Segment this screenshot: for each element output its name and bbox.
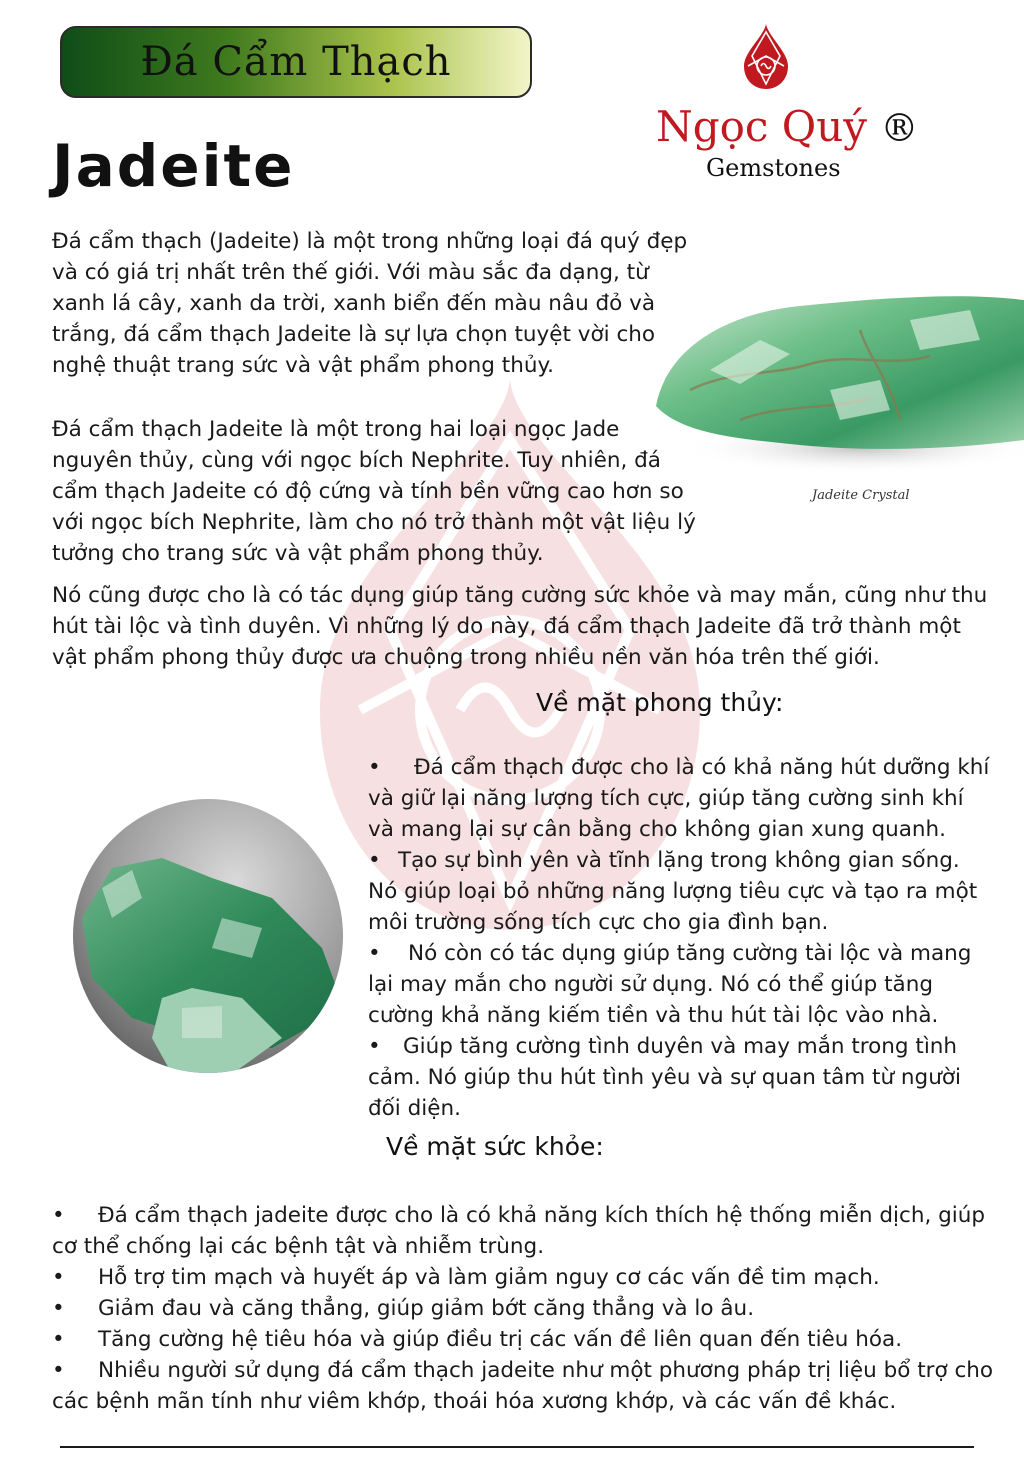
logo-name: Ngọc Quý [656,102,868,151]
list-item-text: Hỗ trợ tim mạch và huyết áp và làm giảm nguy cơ các vấn đề tim mạch. [98,1265,880,1290]
list-item-text: Giảm đau và căng thẳng, giúp giảm bớt căng thẳng và lo âu. [98,1296,755,1321]
list-item-text: Nhiều người sử dụng đá cẩm thạch jadeite như một phương pháp trị liệu bổ trợ cho các bệnh mãn tính như viêm khớp, thoái hóa xương khớp, và các vấn đề khác. [52,1358,994,1414]
list-item [368,1031,993,1124]
list-item-text: Đá cẩm thạch jadeite được cho là có khả năng kích thích hệ thống miễn dịch, giúp cơ thể chống lại các bệnh tật và nhiễm trùng. [52,1203,986,1259]
title-vietnamese: Đá Cẩm Thạch [140,39,452,85]
list-item-text: Đá cẩm thạch được cho là có khả năng hút dưỡng khí và giữ lại năng lượng tích cực, giúp tăng cường sinh khí và mang lại sự cân bằng cho không gian xung quanh. [368,755,990,842]
feng-shui-list [368,752,993,1124]
jadeite-crystal-image [650,280,1024,490]
health-heading: Về mặt sức khỏe: [386,1132,604,1161]
list-item-text: Giúp tăng cường tình duyên và may mắn trong tình cảm. Nó giúp thu hút tình yêu và sự quan tâm từ người đối diện. [368,1034,961,1121]
list-item [52,1324,997,1355]
health-list [52,1200,997,1417]
list-item [368,938,993,1031]
bullet: • [52,1296,65,1321]
bullet: • [368,755,381,780]
logo-subtitle: Gemstones [706,154,841,182]
list-item-text: Nó còn có tác dụng giúp tăng cường tài lộc và mang lại may mắn cho người sử dụng. Nó có thể giúp tăng cường khả năng kiếm tiền và thu hút tài lộc vào nhà. [368,941,972,1028]
list-item-text: Tăng cường hệ tiêu hóa và giúp điều trị các vấn đề liên quan đến tiêu hóa. [98,1327,903,1352]
intro-paragraph-3: Nó cũng được cho là có tác dụng giúp tăng cường sức khỏe và may mắn, cũng như thu hút tài lộc và tình duyên. Vì những lý do này, đá cẩm thạch Jadeite đã trở thành một vật phẩm phong thủy được ưa chuộng trong nhiều nền văn hóa trên thế giới. [52,583,988,670]
feng-shui-heading: Về mặt phong thủy: [536,688,784,717]
jadeite-round-image [72,798,344,1074]
list-item [52,1293,997,1324]
logo-name-line [656,102,918,151]
registered-mark: ® [880,106,919,150]
bullet: • [368,941,381,966]
crystal-caption: Jadeite Crystal [812,488,910,503]
bullet: • [368,1034,381,1059]
bullet: • [368,848,381,873]
footer-divider [60,1446,974,1448]
list-item [368,845,993,938]
list-item [52,1355,997,1417]
intro-paragraph-1: Đá cẩm thạch (Jadeite) là một trong những loại đá quý đẹp và có giá trị nhất trên thế giới. Với màu sắc đa dạng, từ xanh lá cây, xanh da trời, xanh biển đến màu nâu đỏ và trắng, đá cẩm thạch Jadeite là sự lựa chọn tuyệt vời cho nghệ thuật trang sức và vật phẩm phong thủy. [52,229,688,378]
list-item [52,1200,997,1262]
list-item [368,752,993,845]
bullet: • [52,1203,65,1228]
list-item [52,1262,997,1293]
bullet: • [52,1327,65,1352]
brand-logo [650,24,950,184]
bullet: • [52,1358,65,1383]
gem-drop-icon [742,24,790,90]
list-item-text: Tạo sự bình yên và tĩnh lặng trong không gian sống. Nó giúp loại bỏ những năng lượng tiêu cực và tạo ra một môi trường sống tích cực cho gia đình bạn. [368,848,978,935]
intro-paragraph-2: Đá cẩm thạch Jadeite là một trong hai loại ngọc Jade nguyên thủy, cùng với ngọc bích Nephrite. Tuy nhiên, đá cẩm thạch Jadeite có độ cứng và tính bền vững cao hơn so với ngọc bích Nephrite, làm cho nó trở thành một vật liệu lý tưởng cho trang sức và vật phẩm phong thủy. [52,417,696,566]
title-banner [60,26,532,98]
bullet: • [52,1265,65,1290]
page-heading: Jadeite [52,132,295,200]
